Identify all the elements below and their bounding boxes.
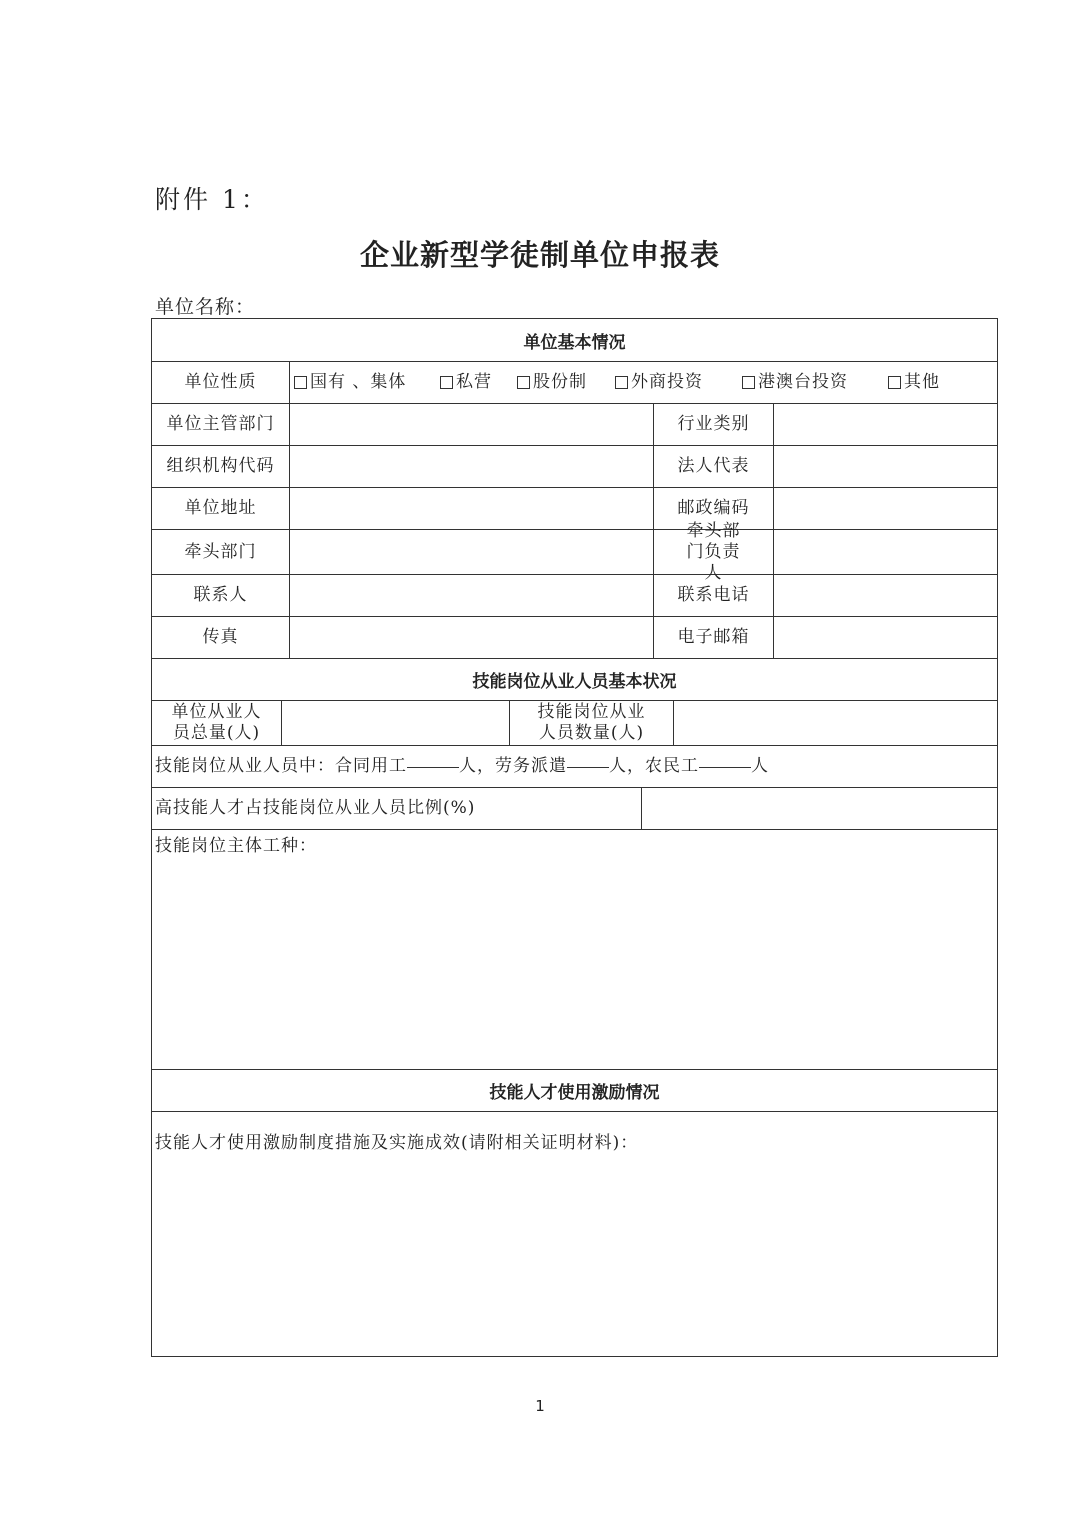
info-row (152, 446, 997, 488)
field-input[interactable] (289, 530, 653, 574)
info-row (152, 575, 997, 617)
field-label: 联系电话 (653, 575, 773, 616)
option-foreign[interactable]: 外商投资 (615, 362, 703, 403)
field-input[interactable] (773, 404, 997, 445)
checkbox-icon[interactable] (517, 376, 530, 389)
unit-nature-options (289, 362, 997, 403)
info-row (152, 617, 997, 659)
section-heading: 单位基本情况 (523, 332, 626, 353)
main-job-types-area[interactable] (152, 830, 997, 1070)
total-staff-label: 单位从业人员总量(人) (171, 702, 262, 743)
unit-nature-label: 单位性质 (184, 372, 257, 392)
section-skilled-staff-header (152, 659, 997, 701)
incentive-measures-area[interactable] (152, 1112, 997, 1356)
option-state-collective[interactable]: 国有 、集体 (294, 362, 406, 403)
section-heading: 技能岗位从业人员基本状况 (472, 672, 677, 692)
field-input[interactable] (289, 488, 653, 529)
total-staff-input[interactable] (281, 701, 509, 745)
field-input[interactable] (773, 488, 997, 529)
unit-nature-row (152, 362, 997, 404)
application-form-table (151, 318, 998, 1357)
skilled-staff-label: 技能岗位从业人员数量(人) (509, 701, 673, 745)
section-incentive-header (152, 1070, 997, 1112)
field-label: 传真 (202, 627, 239, 647)
staff-count-row (152, 701, 997, 746)
incentive-measures-label: 技能人才使用激励制度措施及实施成效(请附相关证明材料)： (155, 1133, 639, 1153)
field-label: 单位地址 (184, 498, 257, 518)
skilled-staff-input[interactable] (673, 701, 997, 745)
field-label: 牵头部门负责人 (653, 530, 773, 574)
field-input[interactable] (773, 617, 997, 658)
contract-count-blank[interactable] (407, 766, 459, 768)
info-row (152, 404, 997, 446)
field-label: 牵头部门 (184, 541, 257, 562)
field-label: 法人代表 (653, 446, 773, 487)
staff-breakdown-row (152, 746, 997, 788)
field-input[interactable] (289, 617, 653, 658)
section-basic-info-header (152, 319, 997, 362)
checkbox-icon[interactable] (742, 376, 755, 389)
dispatch-count-blank[interactable] (567, 766, 609, 768)
checkbox-icon[interactable] (888, 376, 901, 389)
field-input[interactable] (773, 530, 997, 574)
field-label: 行业类别 (653, 404, 773, 445)
migrant-count-blank[interactable] (699, 766, 751, 768)
high-skill-ratio-input[interactable] (641, 788, 997, 829)
option-private[interactable]: 私营 (440, 362, 492, 403)
unit-name-label: 单位名称： (155, 296, 256, 318)
option-hk-macao-tw[interactable]: 港澳台投资 (742, 362, 848, 403)
field-label: 组织机构代码 (166, 456, 275, 476)
field-input[interactable] (289, 575, 653, 616)
field-input[interactable] (773, 446, 997, 487)
field-label: 联系人 (193, 585, 248, 605)
checkbox-icon[interactable] (615, 376, 628, 389)
checkbox-icon[interactable] (294, 376, 307, 389)
info-row (152, 520, 997, 583)
field-label: 邮政编码 (653, 488, 773, 529)
option-joint-stock[interactable]: 股份制 (517, 362, 587, 403)
ratio-row (152, 788, 997, 830)
staff-breakdown-text: 技能岗位从业人员中：合同用工 人，劳务派遣 人，农民工 人 (155, 756, 769, 776)
field-input[interactable] (289, 446, 653, 487)
checkbox-icon[interactable] (440, 376, 453, 389)
option-other[interactable]: 其他 (888, 362, 940, 403)
info-row (152, 488, 997, 530)
page-number: 1 (535, 1397, 545, 1415)
field-input[interactable] (289, 404, 653, 445)
field-input[interactable] (773, 575, 997, 616)
field-label: 单位主管部门 (166, 414, 275, 434)
section-heading: 技能人才使用激励情况 (489, 1083, 660, 1103)
form-title: 企业新型学徒制单位申报表 (359, 238, 720, 272)
high-skill-ratio-label: 高技能人才占技能岗位从业人员比例(%) (155, 798, 476, 818)
field-label: 电子邮箱 (653, 617, 773, 658)
attachment-label: 附件 1： (155, 185, 269, 214)
main-job-types-label: 技能岗位主体工种： (155, 836, 317, 856)
